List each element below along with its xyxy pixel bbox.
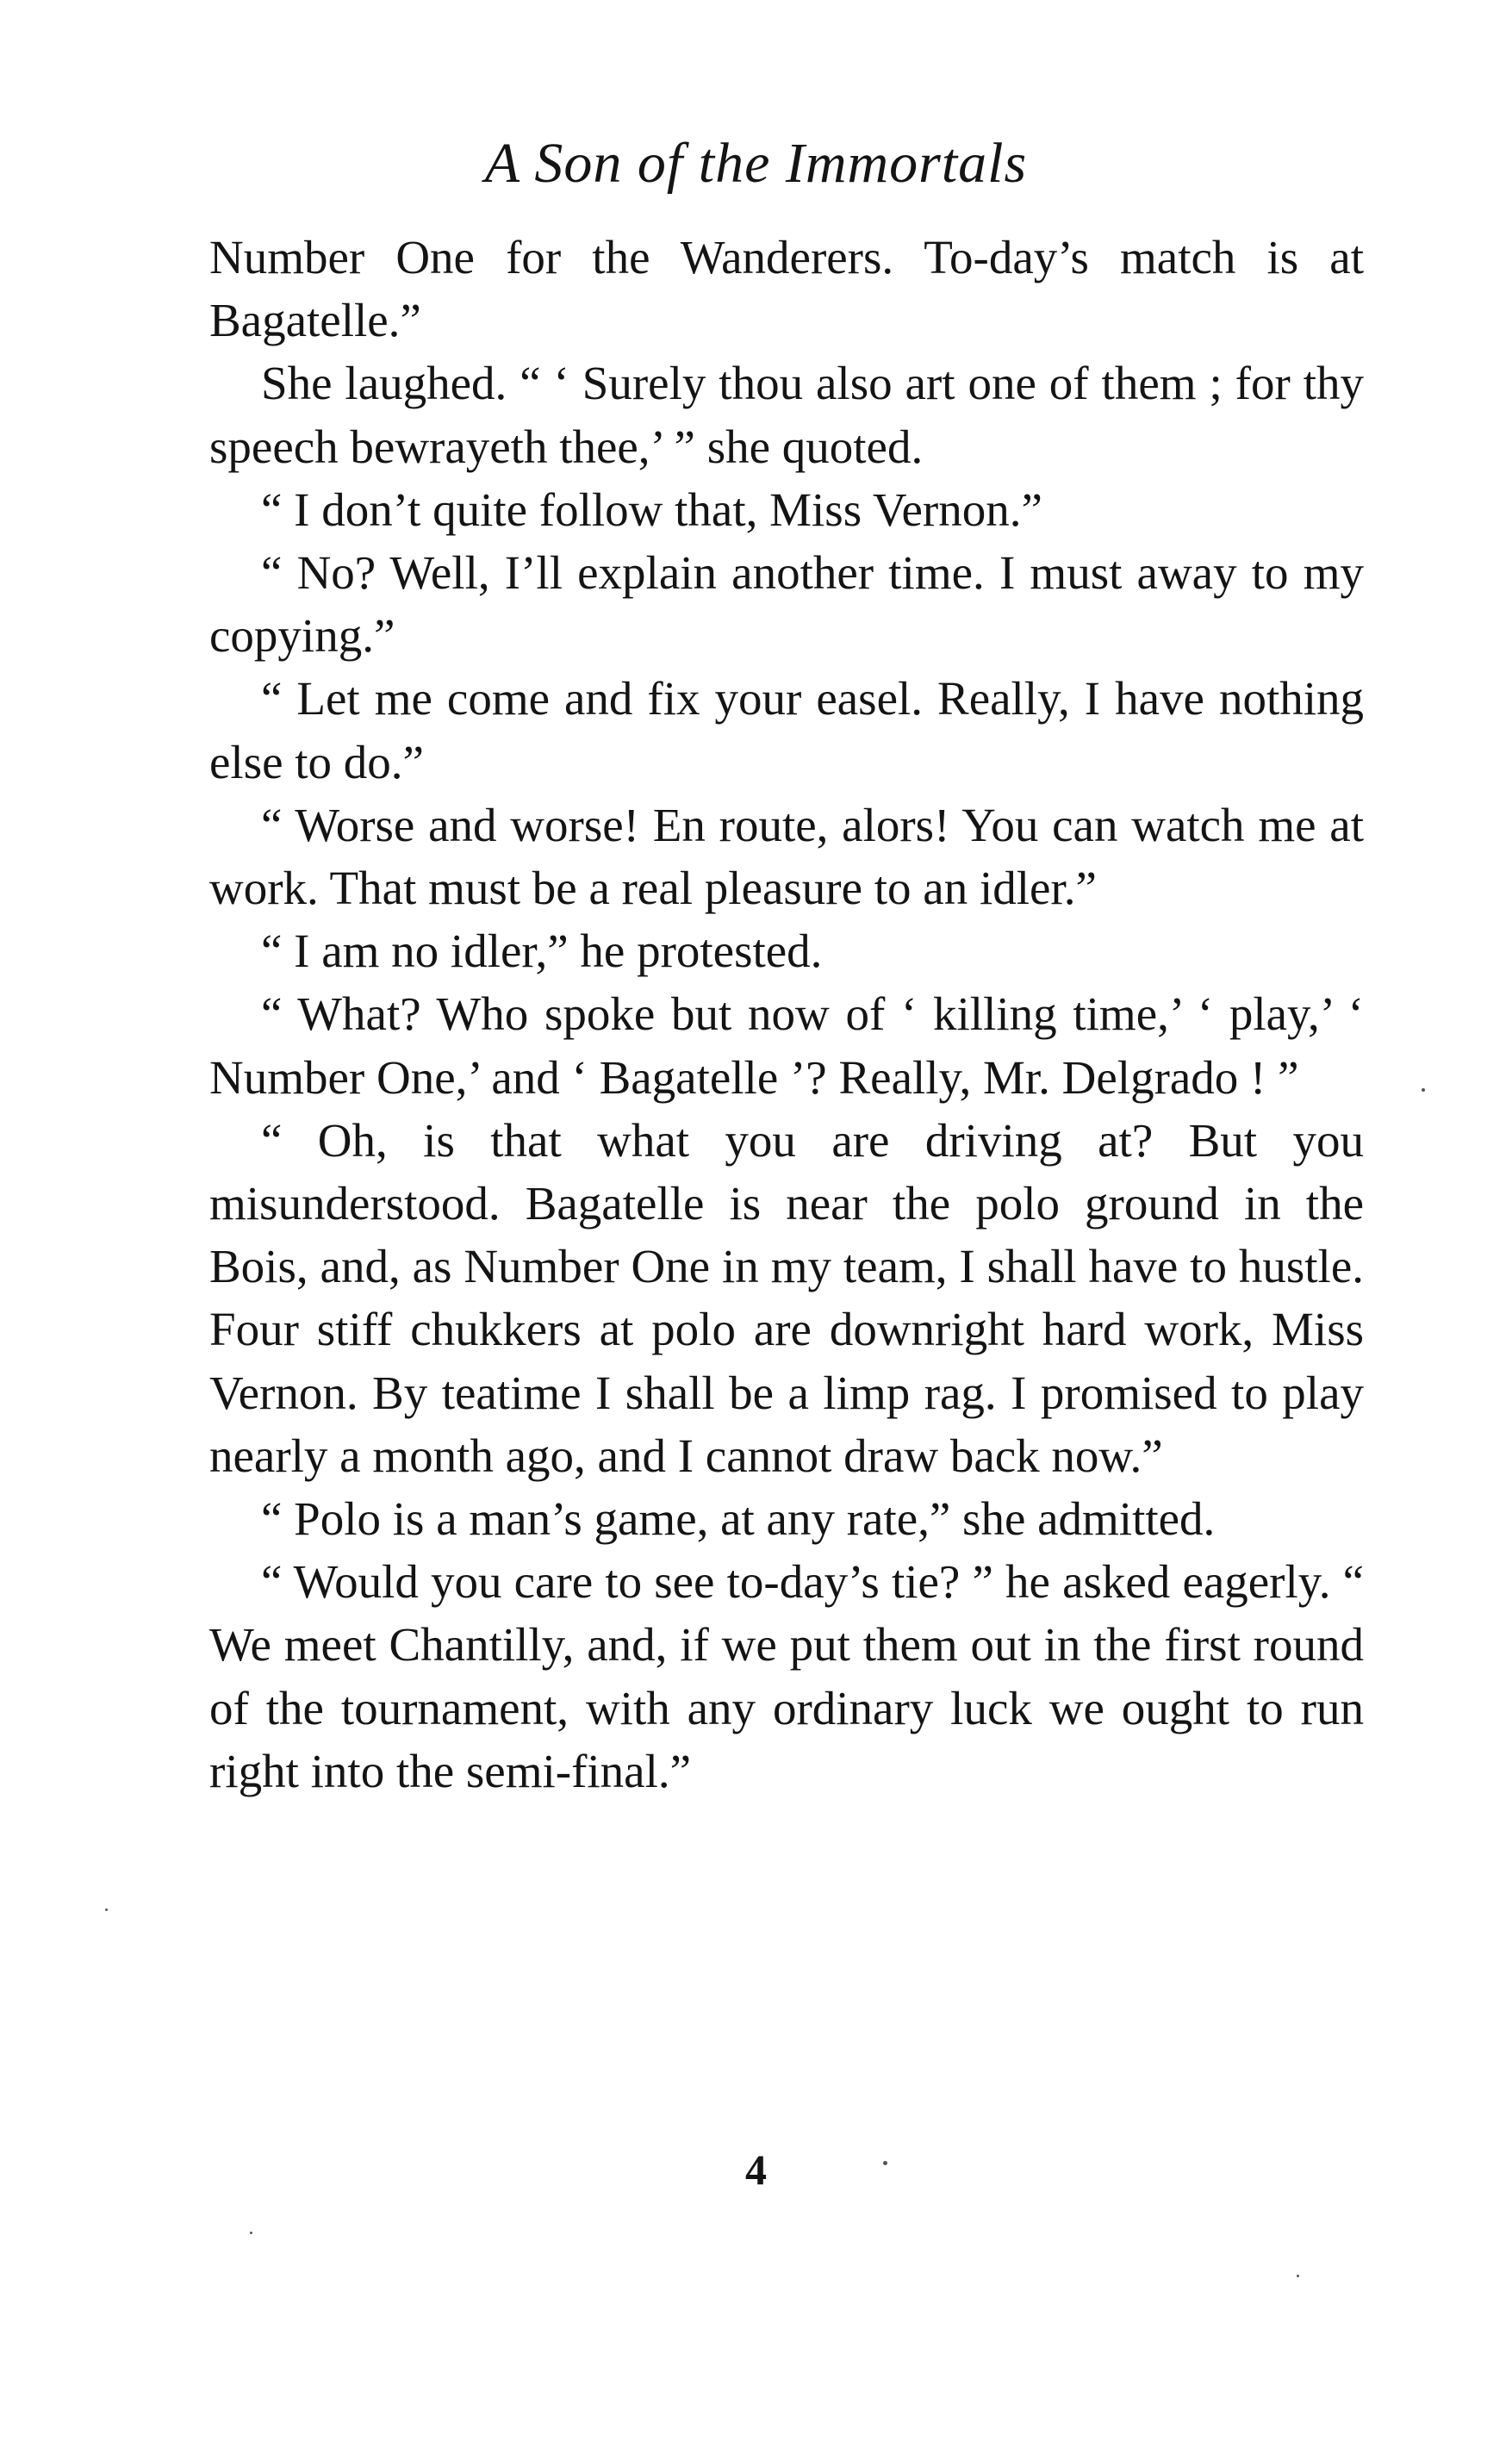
paragraph: “ Polo is a man’s game, at any rate,” she admitted. <box>261 1492 1216 1546</box>
paragraph: Number One for the Wanderers. To-day’s match is at Bagatelle.” <box>209 231 1364 347</box>
paragraph: “ What? Who spoke but now of ‘ killing time,’ ‘ play,’ ‘ Number One,’ and ‘ Bagatelle ’? Really, Mr. Delgrado ! ” <box>209 987 1364 1104</box>
print-speck <box>250 2232 252 2234</box>
paragraph: “ No? Well, I’ll explain another time. I must away to my copying.” <box>209 546 1364 663</box>
print-speck <box>883 2161 887 2165</box>
print-speck <box>105 1908 108 1911</box>
print-speck <box>1297 2275 1299 2277</box>
paragraph: “ Let me come and fix your easel. Really, I have nothing else to do.” <box>209 672 1364 788</box>
paragraph: “ Worse and worse! En route, alors! You can watch me at work. That must be a real pleasure to an idler.” <box>209 798 1364 915</box>
paragraph: “ I am no idler,” he protested. <box>261 925 823 978</box>
body-text <box>209 226 1364 1803</box>
paragraph: “ I don’t quite follow that, Miss Vernon.” <box>261 483 1042 536</box>
paragraph: “ Oh, is that what you are driving at? But you misunderstood. Bagatelle is near the polo ground in the Bois, and, as Number One in my team, I shall have to hustle. Four stiff chukkers at polo are downright hard work, Miss Vernon. By teatime I shall be a limp rag. I promised to play nearly a month ago, and I cannot draw back now.” <box>209 1113 1364 1482</box>
paragraph: She laughed. “ ‘ Surely thou also art one of them ; for thy speech bewrayeth thee,’ ” she quoted. <box>209 357 1364 473</box>
running-head: A Son of the Immortals <box>484 132 1028 195</box>
print-speck <box>1422 1088 1425 1092</box>
page-number: 4 <box>745 2145 767 2194</box>
paragraph: “ Would you care to see to-day’s tie? ” he asked eagerly. “ We meet Chantilly, and, if we put them out in the first round of the tournament, with any ordinary luck we ought to run right into the semi-final.” <box>209 1555 1364 1797</box>
